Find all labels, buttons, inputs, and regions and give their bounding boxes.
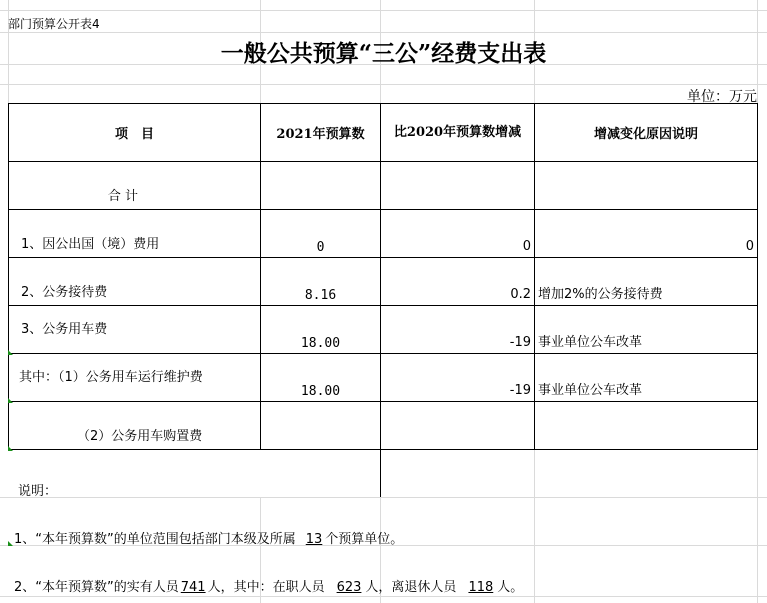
note-1-count: 13 — [305, 532, 323, 547]
row-diff: -19 — [381, 354, 535, 402]
row-name: （2）公务用车购置费 — [9, 402, 261, 450]
row-reason: 事业单位公车改革 — [535, 354, 758, 402]
note-2-prefix: 2、“本年预算数”的实有人员 — [14, 580, 179, 595]
sheet-label: 部门预算公开表4 — [8, 17, 100, 31]
cell-error-indicator — [8, 398, 13, 403]
page-title: 一般公共预算“三公”经费支出表 — [220, 40, 547, 67]
notes-divider — [380, 449, 381, 497]
row-reason — [535, 162, 758, 210]
row-reason: 事业单位公车改革 — [535, 306, 758, 354]
expense-table — [8, 103, 758, 450]
note-2 — [14, 576, 523, 595]
note-1 — [14, 528, 403, 547]
row-name: 2、公务接待费 — [9, 258, 261, 306]
header-reason: 增减变化原因说明 — [535, 104, 758, 162]
row-budget: 18.00 — [261, 306, 381, 354]
table-header-row — [9, 104, 758, 162]
row-budget: 0 — [261, 210, 381, 258]
row-reason: 0 — [535, 210, 758, 258]
row-budget — [261, 402, 381, 450]
header-item: 项 目 — [9, 104, 261, 162]
note-2-active: 623 — [336, 580, 362, 595]
table-row — [9, 162, 758, 210]
row-diff: 0 — [381, 210, 535, 258]
row-budget: 18.00 — [261, 354, 381, 402]
unit-label: 单位：万元 — [687, 89, 757, 105]
note-2-mid2: 人，离退休人员 — [365, 580, 457, 595]
header-budget-2021: 2021年预算数 — [261, 104, 381, 162]
note-1-prefix: 1、“本年预算数”的单位范围包括部门本级及所属 — [14, 532, 296, 547]
table-row — [9, 306, 758, 354]
row-name: 其中：（1）公务用车运行维护费 — [9, 354, 261, 402]
cell-error-indicator — [8, 446, 13, 451]
cell-error-indicator — [8, 541, 13, 546]
note-2-total: 741 — [180, 580, 206, 595]
table-row — [9, 210, 758, 258]
row-diff — [381, 162, 535, 210]
table-row — [9, 258, 758, 306]
row-name: 3、公务用车费 — [9, 306, 261, 354]
header-change-vs-2020: 比2020年预算数增减 — [381, 104, 535, 162]
row-diff: 0.2 — [381, 258, 535, 306]
cell-error-indicator — [8, 350, 13, 355]
row-budget — [261, 162, 381, 210]
table-row — [9, 354, 758, 402]
row-name: 1、因公出国（境）费用 — [9, 210, 261, 258]
notes-label: 说明： — [18, 484, 58, 499]
row-diff: -19 — [381, 306, 535, 354]
note-1-suffix: 个预算单位。 — [325, 532, 404, 547]
note-2-suffix: 人。 — [497, 580, 524, 595]
row-budget: 8.16 — [261, 258, 381, 306]
note-2-retired: 118 — [468, 580, 494, 595]
row-reason: 增加2%的公务接待费 — [535, 258, 758, 306]
note-2-mid1: 人，其中：在职人员 — [207, 580, 325, 595]
row-diff — [381, 402, 535, 450]
table-row — [9, 402, 758, 450]
row-name: 合 计 — [9, 162, 261, 210]
row-reason — [535, 402, 758, 450]
